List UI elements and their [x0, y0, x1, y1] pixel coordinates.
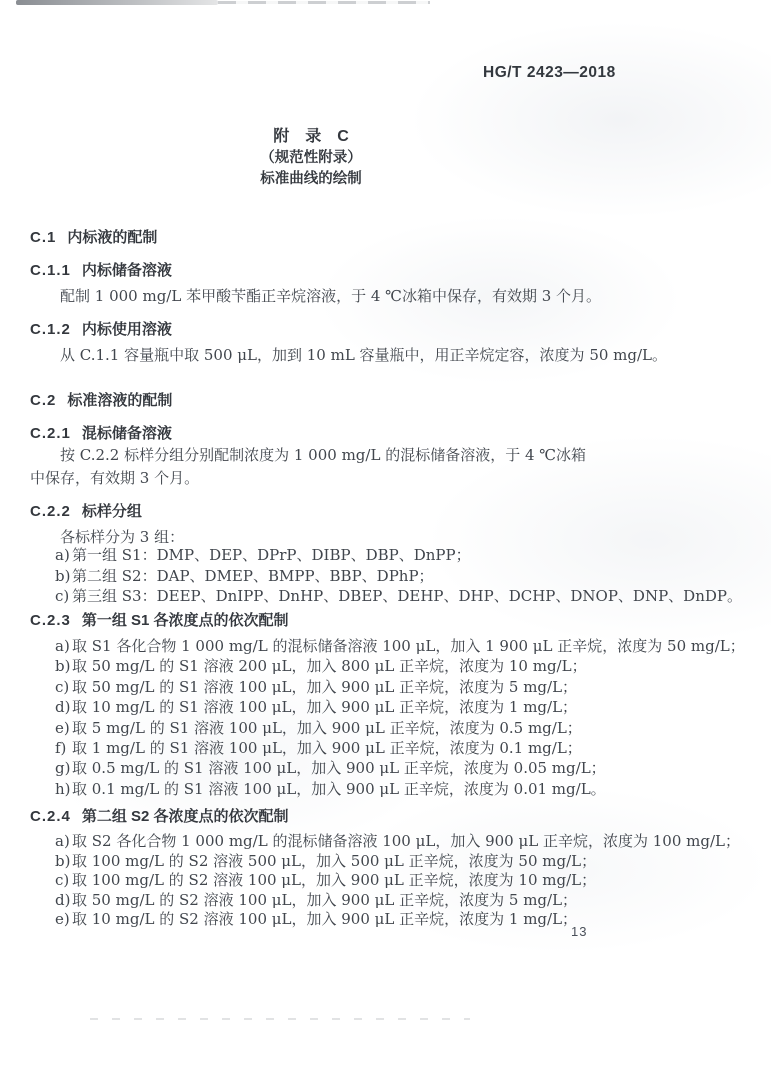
list-item	[30, 738, 730, 758]
item-label: c)	[55, 677, 70, 696]
item-label: a)	[55, 637, 70, 655]
paragraph-c11: 配制 1 000 mg/L 苯甲酸苄酯正辛烷溶液，于 4 ℃冰箱中保存，有效期 3 个月。	[60, 287, 602, 305]
item-text: 取 50 mg/L 的 S2 溶液 100 μL，加入 900 μL 正辛烷，浓度为 5 mg/L；	[72, 890, 578, 909]
item-label: b)	[55, 566, 71, 585]
item-text: 取 50 mg/L 的 S1 溶液 200 μL，加入 800 μL 正辛烷，浓度为 10 mg/L；	[72, 657, 587, 676]
list-item-group-s2	[30, 566, 730, 587]
item-text: 取 5 mg/L 的 S1 溶液 100 μL，加入 900 μL 正辛烷，浓度为 0.5 mg/L；	[72, 718, 582, 737]
item-text: 取 50 mg/L 的 S1 溶液 100 μL，加入 900 μL 正辛烷，浓度为 5 mg/L；	[72, 677, 578, 696]
list-item	[30, 891, 730, 911]
item-label: c)	[55, 587, 70, 606]
section-title: 第二组 S2 各浓度点的依次配制	[81, 808, 289, 825]
appendix-normative-label: （规范性附录）	[260, 149, 362, 166]
paragraph-c12: 从 C.1.1 容量瓶中取 500 μL，加到 10 mL 容量瓶中，用正辛烷定容，浓度为 50 mg/L。	[60, 346, 668, 364]
item-text: 取 10 mg/L 的 S2 溶液 100 μL，加入 900 μL 正辛烷，浓度为 1 mg/L；	[72, 910, 578, 929]
section-heading-c21	[30, 422, 670, 443]
list-item-group-s3	[30, 586, 742, 607]
list-item	[30, 636, 745, 656]
item-label: e)	[55, 910, 70, 929]
section-heading-c1	[30, 226, 670, 247]
group-list-intro: 各标样分为 3 组：	[60, 528, 185, 546]
section-number: C.2.1	[30, 425, 71, 442]
item-label: b)	[55, 851, 71, 870]
list-item	[30, 910, 730, 930]
list-item	[30, 871, 730, 891]
item-label: g)	[55, 759, 71, 778]
item-label: a)	[55, 832, 70, 850]
section-heading-c22	[30, 500, 670, 521]
section-number: C.1.1	[30, 262, 71, 279]
section-heading-c12	[30, 318, 670, 339]
item-label: e)	[55, 718, 70, 737]
appendix-title: 附 录 C	[273, 128, 349, 145]
list-item	[30, 677, 730, 697]
scan-artifact-top-left	[16, 0, 218, 5]
section-heading-c2	[30, 389, 670, 410]
section-number: C.2.2	[30, 503, 71, 520]
list-item	[30, 832, 740, 852]
list-item	[30, 852, 730, 872]
appendix-title-block	[30, 126, 592, 191]
item-text: 取 S2 各化合物 1 000 mg/L 的混标储备溶液 100 μL，加入 900 μL 正辛烷，浓度为 100 mg/L；	[72, 832, 740, 850]
scan-artifact-bottom-dots	[90, 1018, 470, 1020]
section-number: C.1.2	[30, 321, 71, 338]
list-item	[30, 718, 730, 738]
item-label: d)	[55, 890, 71, 909]
page-number: 13	[571, 924, 588, 939]
section-heading-c24	[30, 805, 670, 826]
section-title: 内标液的配制	[67, 229, 158, 246]
section-number: C.2	[30, 392, 57, 409]
item-text: 取 0.1 mg/L 的 S1 溶液 100 μL，加入 900 μL 正辛烷，浓度为 0.01 mg/L。	[72, 779, 606, 798]
s2-dilution-list	[30, 832, 740, 930]
item-label: d)	[55, 698, 71, 717]
list-item	[30, 656, 730, 676]
section-title: 内标使用溶液	[81, 321, 172, 338]
item-label: c)	[55, 871, 70, 890]
section-number: C.1	[30, 229, 57, 246]
item-text: 第一组 S1：DMP、DEP、DPrP、DIBP、DBP、DnPP；	[72, 546, 471, 564]
paragraph-c21: 按 C.2.2 标样分组分别配制浓度为 1 000 mg/L 的混标储备溶液，于 4 ℃冰箱中保存，有效期 3 个月。	[30, 446, 587, 487]
section-title: 标准溶液的配制	[67, 392, 173, 409]
list-item	[30, 697, 730, 717]
item-text: 取 S1 各化合物 1 000 mg/L 的混标储备溶液 100 μL，加入 1 900 μL 正辛烷，浓度为 50 mg/L；	[72, 637, 745, 655]
item-label: a)	[55, 546, 70, 564]
section-number: C.2.4	[30, 808, 71, 825]
item-text: 取 10 mg/L 的 S1 溶液 100 μL，加入 900 μL 正辛烷，浓度为 1 mg/L；	[72, 698, 578, 717]
standard-code: HG/T 2423—2018	[483, 64, 616, 81]
item-label: h)	[55, 779, 71, 798]
appendix-name: 标准曲线的绘制	[260, 171, 362, 187]
section-number: C.2.3	[30, 612, 71, 629]
section-title: 标样分组	[81, 503, 142, 520]
item-text: 第三组 S3：DEEP、DnIPP、DnHP、DBEP、DEHP、DHP、DCHP、DNOP、DNP、DnDP。	[72, 587, 742, 606]
s1-dilution-list	[30, 636, 745, 799]
item-text: 取 1 mg/L 的 S1 溶液 100 μL，加入 900 μL 正辛烷，浓度为 0.1 mg/L；	[72, 739, 582, 758]
scan-artifact-top-dashes	[218, 1, 430, 4]
section-heading-c23	[30, 609, 670, 630]
section-heading-c11	[30, 259, 670, 280]
list-item-group-s1	[30, 545, 730, 566]
section-title: 混标储备溶液	[81, 425, 172, 442]
section-title: 第一组 S1 各浓度点的依次配制	[81, 612, 289, 629]
item-label: f)	[55, 739, 67, 758]
item-text: 取 100 mg/L 的 S2 溶液 500 μL，加入 500 μL 正辛烷，浓度为 50 mg/L；	[72, 851, 597, 870]
list-item	[30, 758, 730, 778]
group-list	[30, 545, 742, 607]
item-label: b)	[55, 657, 71, 676]
item-text: 第二组 S2：DAP、DMEP、BMPP、BBP、DPhP；	[72, 566, 434, 585]
item-text: 取 100 mg/L 的 S2 溶液 100 μL，加入 900 μL 正辛烷，浓度为 10 mg/L；	[72, 871, 597, 890]
list-item	[30, 779, 730, 799]
section-title: 内标储备溶液	[81, 262, 172, 279]
item-text: 取 0.5 mg/L 的 S1 溶液 100 μL，加入 900 μL 正辛烷，浓度为 0.05 mg/L；	[72, 759, 606, 778]
